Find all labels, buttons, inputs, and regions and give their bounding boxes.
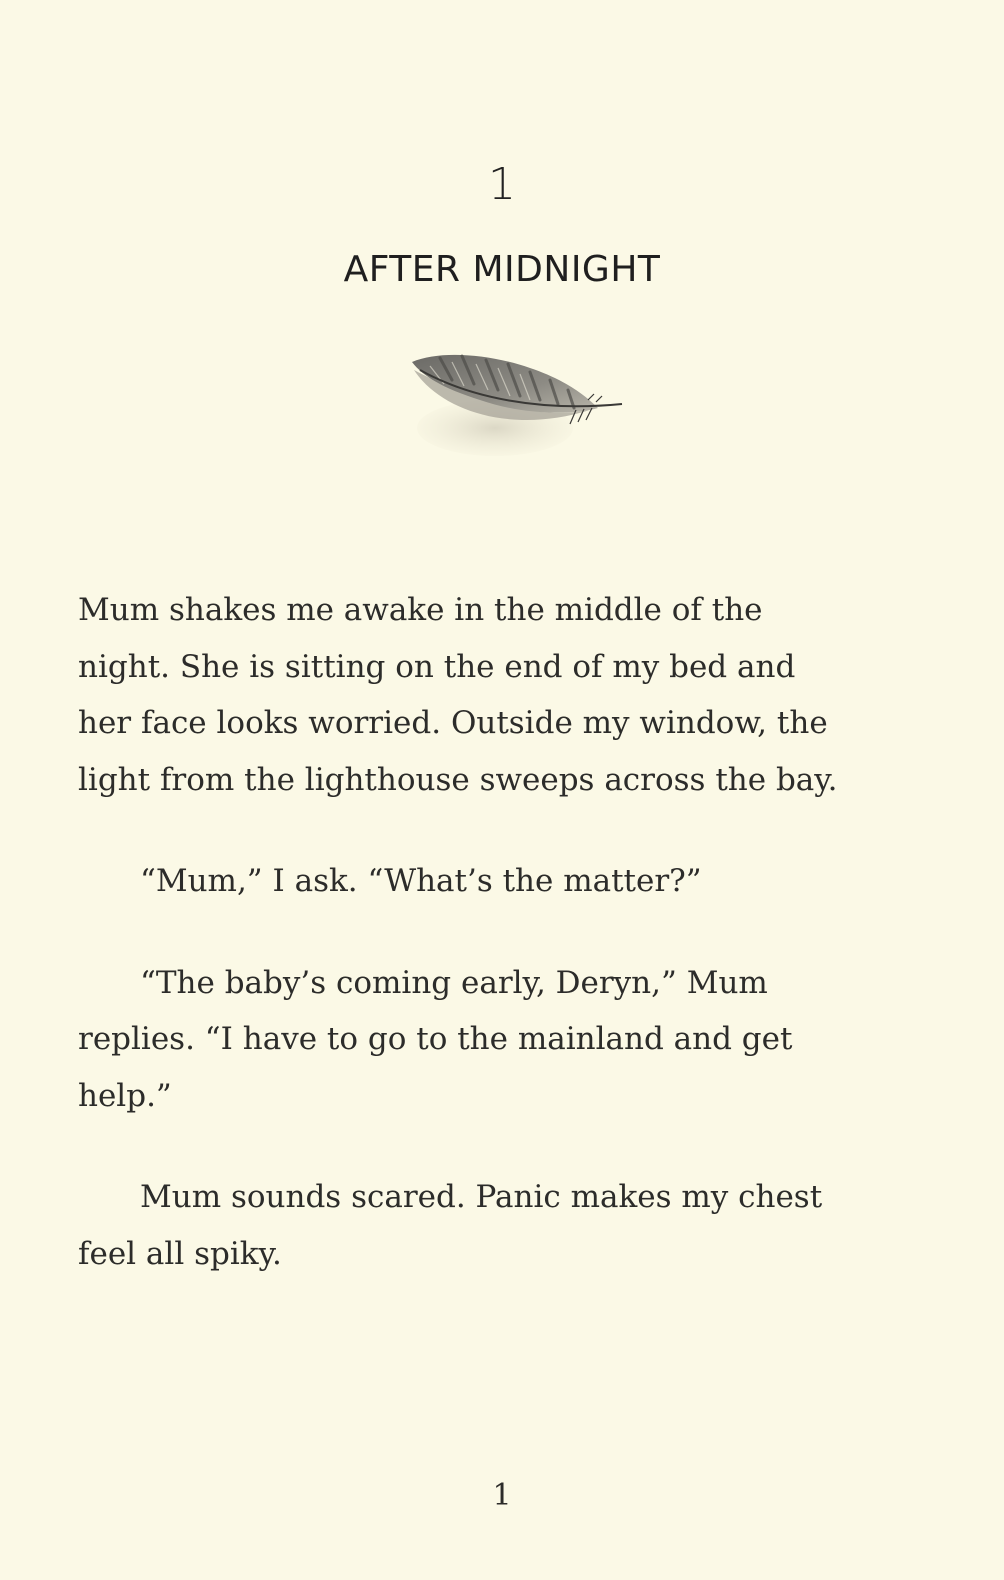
paragraph: Mum sounds scared. Panic makes my chest feel all spiky. [78,1179,823,1272]
chapter-number: 1 [488,159,516,210]
chapter-title: AFTER MIDNIGHT [343,249,661,290]
feather-icon [400,340,630,470]
paragraph: Mum shakes me awake in the middle of the night. She is sitting on the end of my bed and her face looks worried. Outside my window, the light from the lighthouse sweeps across the bay. [78,592,838,798]
paragraph: “Mum,” I ask. “What’s the matter?” [140,863,702,899]
page-number: 1 [492,1478,512,1513]
paragraph: “The baby’s coming early, Deryn,” Mum replies. “I have to go to the mainland and get help.” [78,964,793,1114]
body-text [78,582,938,1327]
